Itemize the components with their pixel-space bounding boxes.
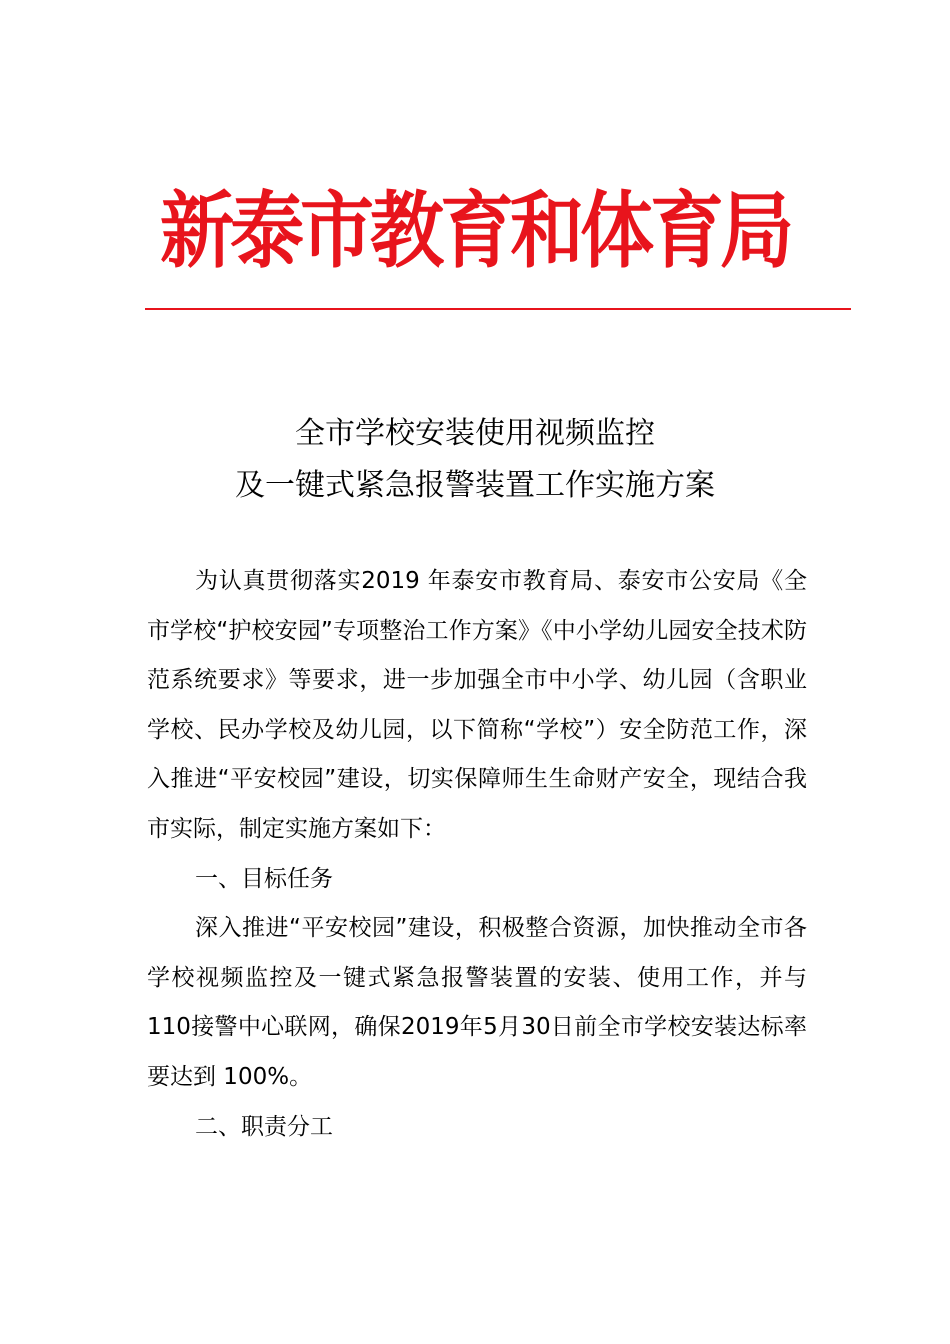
section-2-heading: 二、职责分工 (195, 1113, 333, 1140)
intro-paragraph: 为认真贯彻落实2019 年泰安市教育局、泰安市公安局《全市学校“护校安园”专项整治工作方案》《中小学幼儿园安全技术防范系统要求》等要求，进一步加强全市中小学、幼儿园（含职业学校、民办学校及幼儿园，以下简称“学校”）安全防范工作，深入推进“平安校园”建设，切实保障师生生命财产安全，现结合我市实际，制定实施方案如下： (147, 568, 807, 842)
document-title-line-2: 及一键式紧急报警装置工作实施方案 (235, 468, 715, 503)
document-body (147, 557, 807, 1152)
issuer-masthead: 新泰市教育和体育局 (160, 183, 790, 280)
document-title-line-1: 全市学校安装使用视频监控 (295, 416, 655, 451)
masthead-divider (145, 308, 851, 310)
section-1-heading: 一、目标任务 (195, 865, 333, 892)
section-1-paragraph: 深入推进“平安校园”建设，积极整合资源，加快推动全市各学校视频监控及一键式紧急报警装置的安装、使用工作，并与110接警中心联网，确保2019年5月30日前全市学校安装达标率要达到 100%。 (147, 915, 807, 1090)
